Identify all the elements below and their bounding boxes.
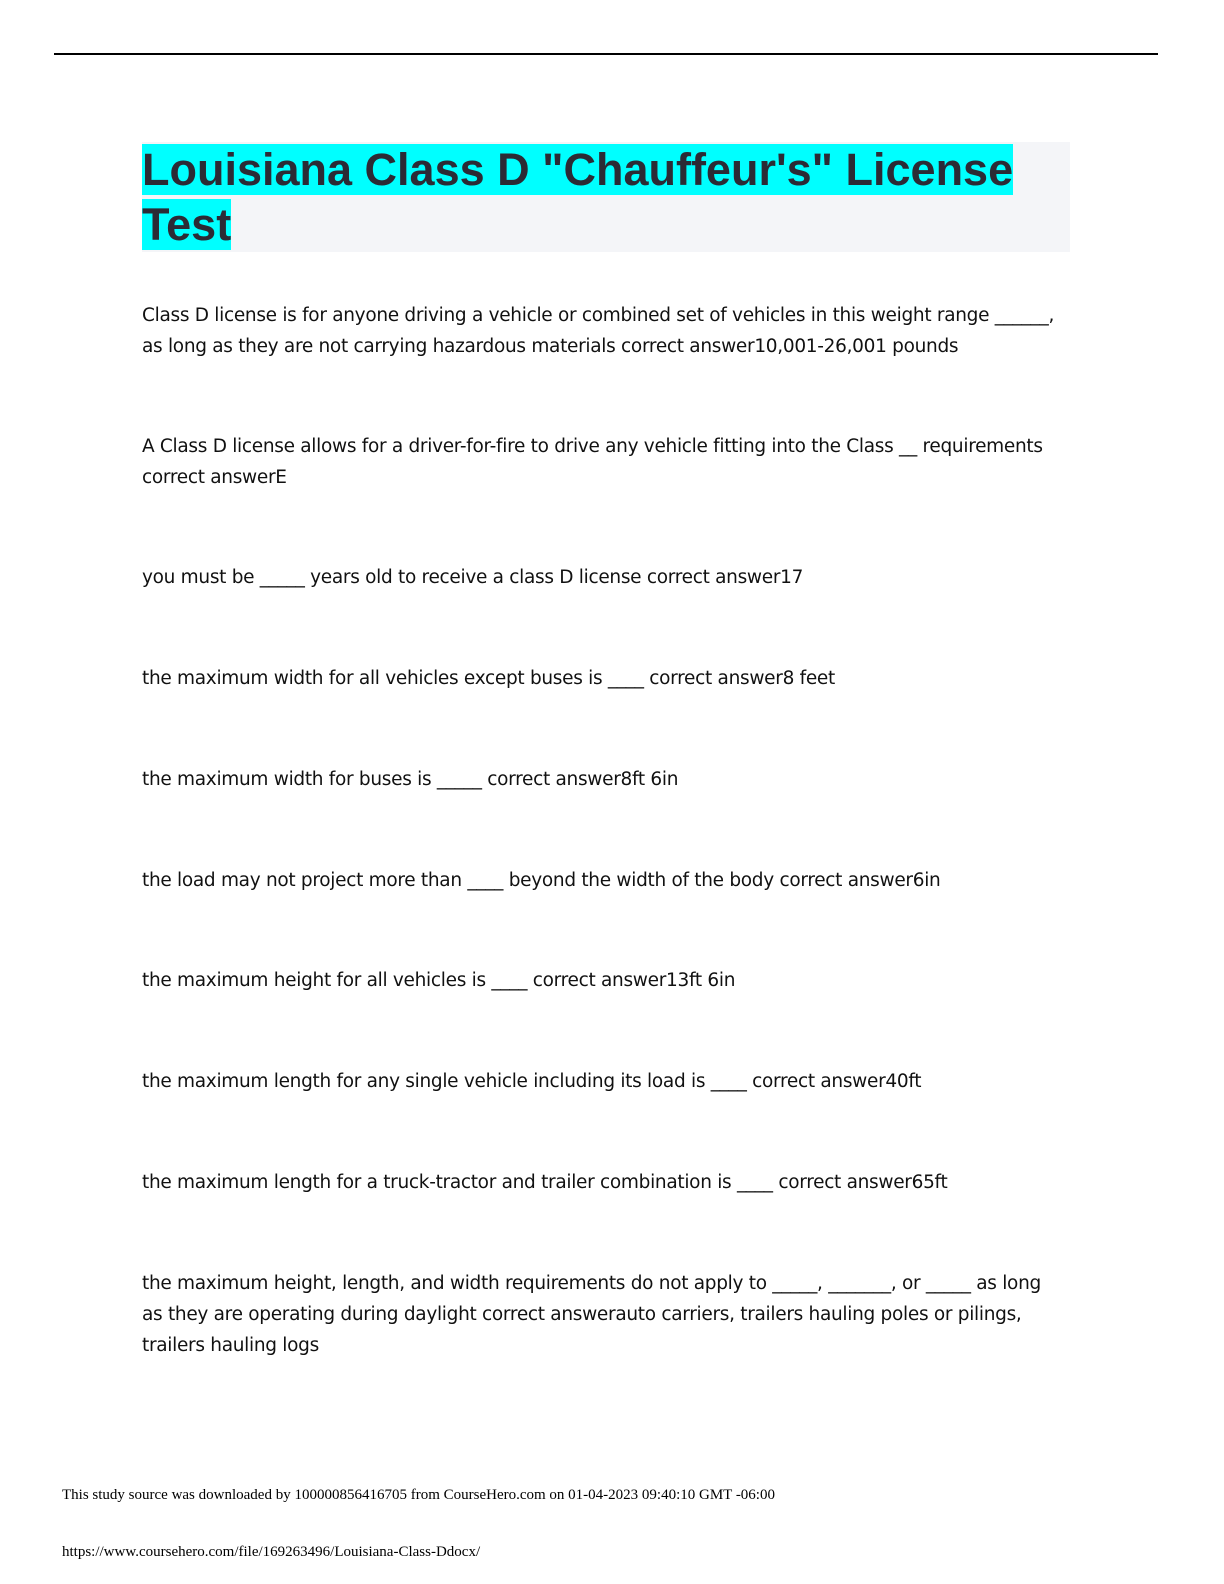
question-10: the maximum height, length, and width requirements do not apply to _____, _______, or _____ as long as they are operating during daylight correct answerauto carriers, trailers hauling poles or pilings, trailers hauling logs (142, 1273, 1041, 1356)
source-url[interactable]: https://www.coursehero.com/file/169263496/Louisiana-Class-Ddocx/ (62, 1544, 481, 1560)
question-7: the maximum height for all vehicles is ____ correct answer13ft 6in (142, 970, 736, 991)
question-5: the maximum width for buses is _____ correct answer8ft 6in (142, 769, 679, 790)
title-block (142, 142, 1070, 252)
page-title (142, 142, 1070, 252)
question-3: you must be _____ years old to receive a class D license correct answer17 (142, 567, 804, 588)
question-8: the maximum length for any single vehicle including its load is ____ correct answer40ft (142, 1071, 922, 1092)
title-line-1: Louisiana Class D "Chauffeur's" License (142, 144, 1014, 195)
download-source-note: This study source was downloaded by 100000856416705 from CourseHero.com on 01-04-2023 09:40:10 GMT -06:00 (62, 1487, 775, 1503)
question-9: the maximum length for a truck-tractor and trailer combination is ____ correct answer65ft (142, 1172, 948, 1193)
top-rule (54, 53, 1158, 55)
question-4: the maximum width for all vehicles except buses is ____ correct answer8 feet (142, 668, 835, 689)
title-line-2: Test (142, 199, 232, 250)
question-1: Class D license is for anyone driving a vehicle or combined set of vehicles in this weight range ______, as long as they are not carrying hazardous materials correct answer10,001-26,001 pounds (142, 305, 1055, 357)
question-6: the load may not project more than ____ beyond the width of the body correct answer6in (142, 870, 941, 891)
question-2: A Class D license allows for a driver-for-fire to drive any vehicle fitting into the Class __ requirements correct answerE (142, 436, 1043, 488)
